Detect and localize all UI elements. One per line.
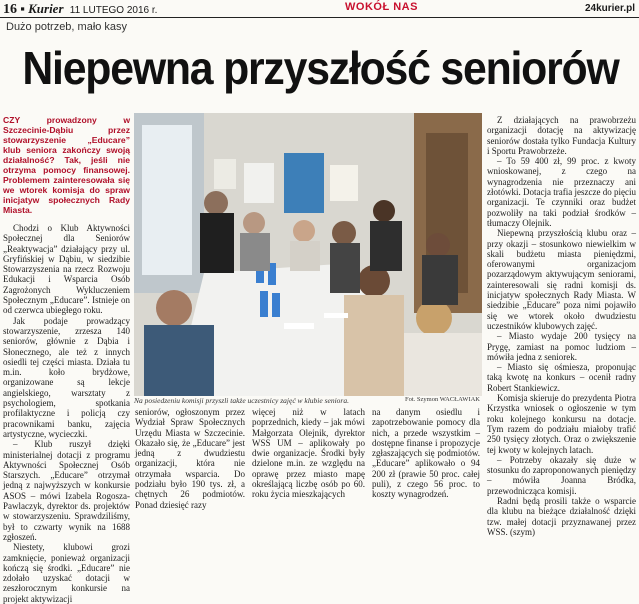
page-number: 16 <box>3 2 17 17</box>
body-paragraph: Z działających na prawobrzeżu organizacji dotację na aktywizację seniorów dostała tylko Fundacja Kultury i Sportu Prawobrzeże. <box>487 115 636 156</box>
body-paragraph: Radni będą prosili także o wsparcie dla klubu na bieżące działalność dzięki tzw. małej dotacji przyznawanej przez WSS. (szym) <box>487 495 636 537</box>
body-paragraph: Komisja skieruje do prezydenta Piotra Krzystka wniosek o ogłoszenie w tym roku kolejnego konkursu na dotacje. Tym razem do podziału miałoby trafić 250 tysięcy złotych. Oraz o zwiększenie tej kwoty w kolejnych latach. <box>487 393 636 455</box>
column-3 <box>252 407 365 500</box>
page-header <box>0 0 639 18</box>
photo-credit: Fot. Szymon WACŁAWIAK <box>404 396 480 403</box>
body-paragraph: Jak podaje prowadzący stowarzyszenie, zrzesza 140 seniorów, głównie z Dąbia i Słonecznego, ale też z innych osiedli tej części miasta. Działa tu m.in. koło brydżowe, organizowane są lekcje angielskiego, warsztaty z psychologiem, spotkania profilaktyczne i policją czy pracownikami banku, zajęcia artystyczne, wycieczki. <box>3 315 130 439</box>
column-4 <box>487 115 636 537</box>
kicker: Dużo potrzeb, mało kasy <box>6 21 128 33</box>
column-3b <box>372 407 480 500</box>
body-paragraph: – Miasto się ośmiesza, proponując taką kwotę na konkurs – ocenił radny Robert Stankiewicz. <box>487 362 636 393</box>
issue-date: 11 LUTEGO 2016 r. <box>69 5 158 16</box>
photo-committee-meeting <box>134 113 482 396</box>
body-paragraph: Chodzi o Klub Aktywności Społecznej dla Seniorów „Reaktywacja” działający przy ul. Gryfińskiej w Dąbiu, w siedzibie Stowarzyszenia na rzecz Rozwoju Edukacji i Wsparcia Osób Zagrożonych Wykluczeniem Społecznym „Educare”. Istnieje on od czerwca ubiegłego roku. <box>3 223 130 316</box>
meeting-photo-illustration <box>134 113 482 396</box>
body-paragraph: Niestety, klubowi grozi zamknięcie, ponieważ organizacji kończą się środki. „Educare” nie zdołało uzyskać dotacji w zeszłorocznym konkursie na projekt aktywizacji <box>3 542 130 604</box>
column-1 <box>3 115 130 604</box>
site-url[interactable]: 24kurier.pl <box>584 3 635 14</box>
body-paragraph: Niepewną przyszłością klubu oraz – przy okazji – stosunkowo niewielkim w skali budżetu miasta pieniędzmi, oferowanymi organizacjom pozarządowym aktywującym seniorami, zainteresowali się radni komisji ds. inicjatyw społecznych Rady Miasta. W siedzibie „Educare” poza nimi pojawiło się we wtorek około dwudziestu uczestników klubowych zajęć. <box>487 228 636 331</box>
body-paragraph: więcej niż w latach poprzednich, kiedy – jak mówi Małgorzata Olejnik, dyrektor WSS UM – aplikowały po dwie organizacje. Środki były dzielone m.in. ze względu na oprawę przez miasto mapę określającą liczbę osób po 60. roku życia mieszkających <box>252 407 365 500</box>
section-name: WOKÓŁ NAS <box>345 1 418 13</box>
caption-text: Na posiedzeniu komisji przyszli także uczestnicy zajęć w klubie seniora. <box>134 396 349 405</box>
body-paragraph: seniorów, ogłoszonym przez Wydział Spraw Społecznych Urzędu Miasta w Szczecinie. Okazało się, że „Educare” jest jedną z dwudziestu organizacji, która nie otrzymała wsparcia. Do podziału było 190 tys. zł, a chętnych 26 podmiotów. Ponad dziesięć razy <box>135 407 245 510</box>
header-separator-icon: ▪ <box>20 1 25 16</box>
photo-caption <box>134 396 482 405</box>
lead-paragraph: CZY prowadzony w Szczecinie-Dąbiu przez stowarzyszenie „Educare” klub seniora zakończy swoją działalność? Tak, jeśli nie otrzyma pomocy finansowej. Problemem zainteresowała się we wtorek komisja do spraw inicjatyw społecznych Rady Miasta. <box>3 115 130 215</box>
brand-name: Kurier <box>28 1 64 16</box>
body-paragraph: – Klub ruszył dzięki ministerialnej dotacji z programu Aktywności Społecznej Osób Starszych. „Educare” otrzymał jedną z najwyższych w konkursie ASOS – mówi Izabela Rogosza-Pawlaczyk, dyrektor ds. projektów w stowarzyszeniu. Sprawdziliśmy, był to czwarty wynik na 1688 zgłoszeń. <box>3 439 130 542</box>
headline: Niepewna przyszłość seniorów <box>22 42 619 94</box>
body-paragraph: – To 59 400 zł, 99 proc. z kwoty wnioskowanej, z czego na wynagrodzenia nie przeznaczy ani złotówki. Dotacja trafia jeszcze do pięciu organizacji. Te czynniki oraz budżet pozwoliły na taki podział środków – tłumaczy Olejnik. <box>487 156 636 228</box>
body-paragraph: – Potrzeby okazały się duże w stosunku do zaproponowanych pieniędzy – mówiła Joanna Bródka, przewodnicząca komisji. <box>487 454 636 496</box>
header-left <box>3 1 157 18</box>
body-paragraph: – Miasto wydaje 200 tysięcy na Prygę, zamiast na pomoc ludziom – mówiła jedna z seniorek. <box>487 331 636 362</box>
body-paragraph: na danym osiedlu i zapotrzebowanie pomocy dla nich, a przede wszystkim – dostępne finanse i propozycje zgłaszających się podmiotów. „Educare” aplikowało o 94 200 zł (prawie 50 proc. całej puli), z czego 56 proc. to koszty wynagrodzeń. <box>372 407 480 500</box>
